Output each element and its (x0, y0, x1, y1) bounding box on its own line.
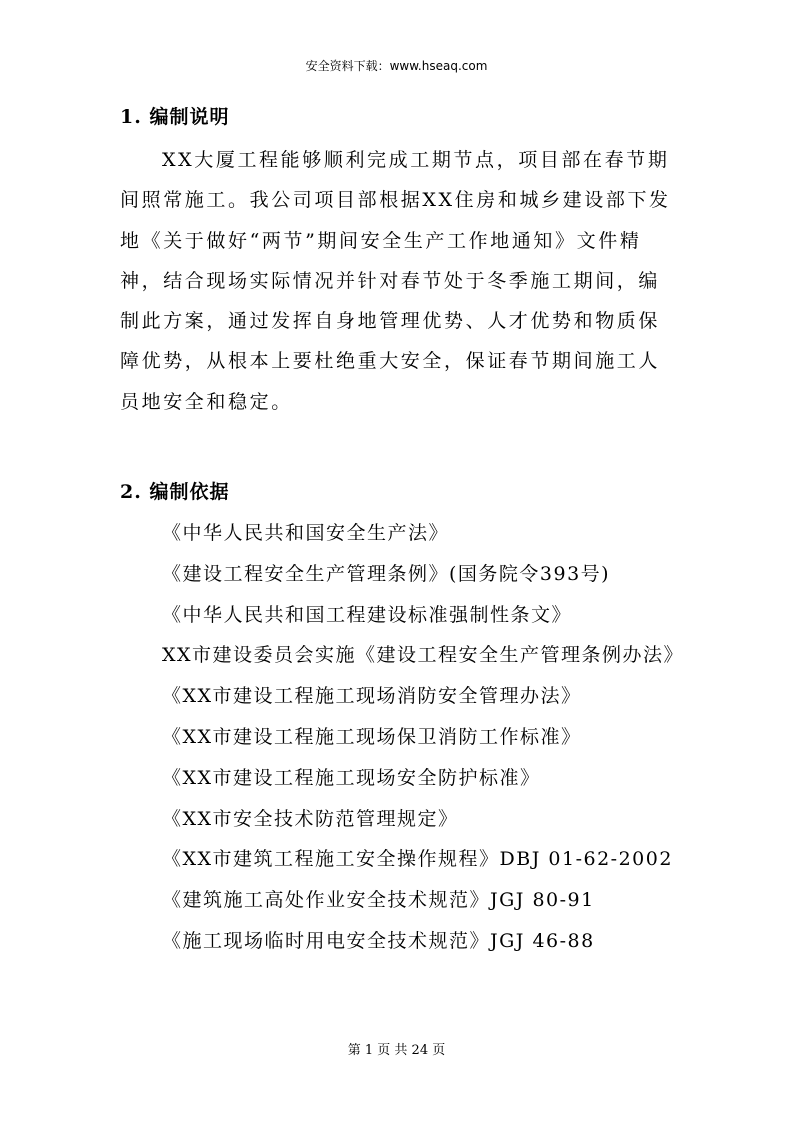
list-item: 《XX市建筑工程施工安全操作规程》DBJ 01-62-2002 (162, 848, 673, 871)
page-header: 安全资料下载：www.hseaq.com (305, 59, 488, 73)
list-item: 《中华人民共和国工程建设标准强制性条文》 (162, 603, 573, 626)
list-item: 《XX市建设工程施工现场保卫消防工作标准》 (162, 725, 582, 748)
list-item: 《中华人民共和国安全生产法》 (162, 522, 450, 544)
list-item: 《建设工程安全生产管理条例》(国务院令393号) (162, 562, 611, 585)
list-item: XX市建设委员会实施《建设工程安全生产管理条例办法》 (162, 644, 685, 667)
list-item: 《XX市安全技术防范管理规定》 (162, 807, 459, 830)
page-footer: 第 1 页 共 24 页 (347, 1043, 446, 1058)
list-item: 《建筑施工高处作业安全技术规范》JGJ 80-91 (162, 889, 595, 912)
section-heading-2: 2. 编制依据 (120, 481, 230, 503)
list-item: 《XX市建设工程施工现场消防安全管理办法》 (162, 685, 582, 708)
section-1-paragraph: XX大厦工程能够顺利完成工期节点，项目部在春节期间照常施工。我公司项目部根据XX住房和城乡建设部下发地《关于做好“两节”期间安全生产工作地通知》文件精神，结合现场实际情况并针对春节处于冬季施工期间，编制此方案，通过发挥自身地管理优势、人才优势和物质保障优势，从根本上要杜绝重大安全，保证春节期间施工人员地安全和稳定。 (120, 149, 671, 413)
basis-list (120, 513, 685, 962)
list-item: 《XX市建设工程施工现场安全防护标准》 (162, 766, 541, 789)
list-item: 《施工现场临时用电安全技术规范》JGJ 46-88 (162, 929, 595, 952)
section-heading-1: 1. 编制说明 (120, 106, 230, 128)
